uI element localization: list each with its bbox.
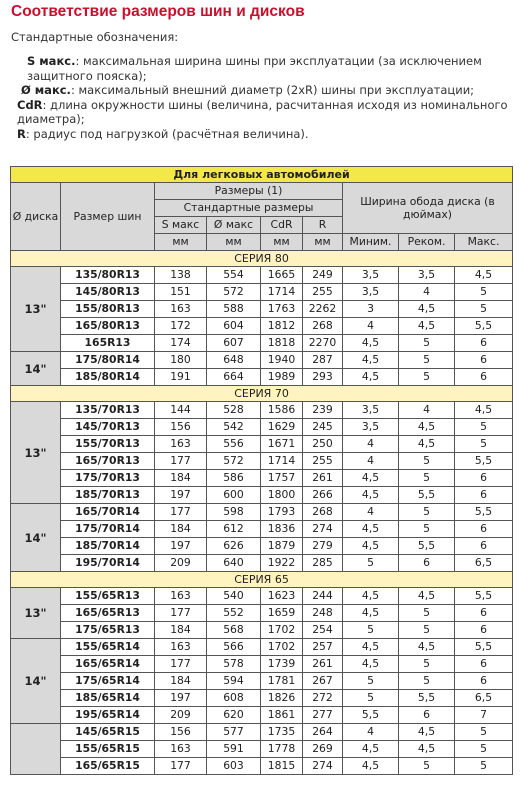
value-cell: 184	[155, 673, 207, 690]
value-cell: 594	[207, 673, 261, 690]
value-cell: 4,5	[343, 588, 399, 605]
header-s-max: S макс	[155, 217, 207, 234]
value-cell: 254	[303, 622, 343, 639]
table-row	[11, 369, 513, 386]
value-cell: 1778	[261, 741, 303, 758]
value-cell: 209	[155, 707, 207, 724]
value-cell: 3,5	[343, 402, 399, 419]
value-cell: 6,5	[455, 690, 513, 707]
value-cell: 7	[455, 707, 513, 724]
tire-size-cell: 175/65R14	[61, 673, 155, 690]
value-cell: 255	[303, 284, 343, 301]
value-cell: 1586	[261, 402, 303, 419]
value-cell: 664	[207, 369, 261, 386]
value-cell: 1757	[261, 470, 303, 487]
value-cell: 1665	[261, 267, 303, 284]
header-d-max: Ø макс	[207, 217, 261, 234]
tire-size-table	[10, 166, 513, 775]
value-cell: 5	[399, 470, 455, 487]
value-cell: 163	[155, 588, 207, 605]
value-cell: 604	[207, 318, 261, 335]
value-cell: 626	[207, 538, 261, 555]
value-cell: 177	[155, 605, 207, 622]
value-cell: 640	[207, 555, 261, 572]
value-cell: 608	[207, 690, 261, 707]
value-cell: 566	[207, 639, 261, 656]
value-cell: 248	[303, 605, 343, 622]
value-cell: 177	[155, 758, 207, 775]
value-cell: 268	[303, 504, 343, 521]
value-cell: 177	[155, 656, 207, 673]
tire-size-cell: 165/80R13	[61, 318, 155, 335]
rim-diameter-cell: 14"	[11, 639, 61, 724]
value-cell: 5,5	[455, 504, 513, 521]
definition-term: R	[17, 126, 26, 141]
definition-term: CdR	[17, 97, 43, 112]
value-cell: 4,5	[343, 639, 399, 656]
value-cell: 250	[303, 436, 343, 453]
value-cell: 1812	[261, 318, 303, 335]
value-cell: 3	[343, 301, 399, 318]
tire-size-cell: 155/80R13	[61, 301, 155, 318]
value-cell: 268	[303, 318, 343, 335]
tire-size-cell: 175/80R14	[61, 352, 155, 369]
value-cell: 572	[207, 284, 261, 301]
value-cell: 285	[303, 555, 343, 572]
value-cell: 5	[455, 301, 513, 318]
value-cell: 264	[303, 724, 343, 741]
value-cell: 5	[455, 419, 513, 436]
value-cell: 5	[399, 605, 455, 622]
table-row	[11, 436, 513, 453]
value-cell: 1629	[261, 419, 303, 436]
value-cell: 1815	[261, 758, 303, 775]
table-row	[11, 453, 513, 470]
value-cell: 197	[155, 690, 207, 707]
value-cell: 4,5	[399, 741, 455, 758]
value-cell: 4,5	[343, 758, 399, 775]
value-cell: 6	[455, 538, 513, 555]
header-r: R	[303, 217, 343, 234]
table-row	[11, 470, 513, 487]
value-cell: 600	[207, 487, 261, 504]
value-cell: 5	[455, 741, 513, 758]
value-cell: 5	[455, 436, 513, 453]
value-cell: 3,5	[343, 284, 399, 301]
definition-term: Ø макс.	[21, 83, 71, 97]
value-cell: 174	[155, 335, 207, 352]
value-cell: 197	[155, 538, 207, 555]
value-cell: 1781	[261, 673, 303, 690]
series-header: СЕРИЯ 65	[11, 572, 513, 588]
value-cell: 5	[399, 369, 455, 386]
value-cell: 277	[303, 707, 343, 724]
tire-size-cell: 145/80R13	[61, 284, 155, 301]
header-max: Макс.	[455, 234, 513, 251]
value-cell: 6	[455, 673, 513, 690]
table-row	[11, 690, 513, 707]
value-cell: 4,5	[399, 588, 455, 605]
table-row	[11, 335, 513, 352]
value-cell: 1836	[261, 521, 303, 538]
definition-cdr	[11, 98, 511, 127]
value-cell: 5,5	[343, 707, 399, 724]
value-cell: 620	[207, 707, 261, 724]
series-header: СЕРИЯ 80	[11, 251, 513, 267]
value-cell: 1879	[261, 538, 303, 555]
rim-diameter-cell: 13"	[11, 402, 61, 504]
value-cell: 172	[155, 318, 207, 335]
rim-diameter-cell	[11, 724, 61, 775]
rim-diameter-cell: 14"	[11, 352, 61, 386]
tire-size-cell: 165/70R14	[61, 504, 155, 521]
value-cell: 578	[207, 656, 261, 673]
tire-size-cell: 195/65R14	[61, 707, 155, 724]
value-cell: 5	[399, 622, 455, 639]
definition-text: : максимальный внешний диаметр (2xR) шины при эксплуатации;	[70, 83, 475, 97]
value-cell: 197	[155, 487, 207, 504]
value-cell: 5	[343, 673, 399, 690]
definition-text: : радиус под нагрузкой (расчётная величина).	[25, 126, 309, 141]
value-cell: 612	[207, 521, 261, 538]
definition-r	[11, 127, 511, 142]
definition-d-max	[11, 83, 511, 98]
value-cell: 591	[207, 741, 261, 758]
value-cell: 5	[343, 622, 399, 639]
value-cell: 598	[207, 504, 261, 521]
value-cell: 4	[399, 402, 455, 419]
table-row	[11, 267, 513, 284]
value-cell: 180	[155, 352, 207, 369]
definition-text: : длина окружности шины (величина, расчитанная исходя из номинального диаметра);	[17, 97, 508, 126]
value-cell: 255	[303, 453, 343, 470]
table-row	[11, 741, 513, 758]
value-cell: 144	[155, 402, 207, 419]
value-cell: 4,5	[399, 724, 455, 741]
value-cell: 156	[155, 419, 207, 436]
tire-size-cell: 185/65R14	[61, 690, 155, 707]
tire-size-cell: 155/65R14	[61, 639, 155, 656]
rim-diameter-cell: 13"	[11, 267, 61, 352]
value-cell: 4	[399, 284, 455, 301]
value-cell: 4	[343, 436, 399, 453]
value-cell: 257	[303, 639, 343, 656]
header-unit: мм	[207, 234, 261, 251]
value-cell: 244	[303, 588, 343, 605]
value-cell: 6	[455, 369, 513, 386]
value-cell: 266	[303, 487, 343, 504]
definition-text: : максимальная ширина шины при эксплуатации (за исключением защитного пояска);	[27, 54, 482, 83]
value-cell: 6	[455, 605, 513, 622]
value-cell: 5	[399, 521, 455, 538]
value-cell: 577	[207, 724, 261, 741]
value-cell: 163	[155, 301, 207, 318]
definitions-list	[11, 54, 511, 141]
value-cell: 554	[207, 267, 261, 284]
value-cell: 556	[207, 436, 261, 453]
value-cell: 572	[207, 453, 261, 470]
value-cell: 138	[155, 267, 207, 284]
value-cell: 586	[207, 470, 261, 487]
table-row	[11, 656, 513, 673]
value-cell: 4,5	[343, 487, 399, 504]
value-cell: 184	[155, 521, 207, 538]
value-cell: 4,5	[399, 419, 455, 436]
tire-size-cell: 135/80R13	[61, 267, 155, 284]
table-body	[11, 251, 513, 775]
value-cell: 1623	[261, 588, 303, 605]
value-cell: 1793	[261, 504, 303, 521]
value-cell: 177	[155, 504, 207, 521]
value-cell: 6	[455, 487, 513, 504]
value-cell: 5,5	[399, 538, 455, 555]
header-unit: мм	[303, 234, 343, 251]
value-cell: 1659	[261, 605, 303, 622]
value-cell: 209	[155, 555, 207, 572]
table-row	[11, 284, 513, 301]
value-cell: 542	[207, 419, 261, 436]
tire-size-cell: 165/70R13	[61, 453, 155, 470]
value-cell: 4	[343, 724, 399, 741]
tire-size-cell: 135/70R13	[61, 402, 155, 419]
value-cell: 568	[207, 622, 261, 639]
table-row	[11, 352, 513, 369]
value-cell: 540	[207, 588, 261, 605]
value-cell: 272	[303, 690, 343, 707]
tire-size-cell: 175/70R13	[61, 470, 155, 487]
header-standard-sizes: Стандартные размеры	[155, 200, 343, 217]
value-cell: 4,5	[343, 521, 399, 538]
value-cell: 4	[343, 504, 399, 521]
header-unit: мм	[155, 234, 207, 251]
tire-size-cell: 155/70R13	[61, 436, 155, 453]
value-cell: 1826	[261, 690, 303, 707]
page-title: Соответствие размеров шин и дисков	[11, 3, 305, 20]
rim-diameter-cell: 13"	[11, 588, 61, 639]
table-row	[11, 318, 513, 335]
value-cell: 163	[155, 639, 207, 656]
value-cell: 6	[455, 656, 513, 673]
table-row	[11, 487, 513, 504]
value-cell: 3,5	[399, 267, 455, 284]
value-cell: 293	[303, 369, 343, 386]
value-cell: 4,5	[455, 267, 513, 284]
value-cell: 239	[303, 402, 343, 419]
value-cell: 1940	[261, 352, 303, 369]
header-min: Миним.	[343, 234, 399, 251]
value-cell: 5	[455, 284, 513, 301]
value-cell: 4	[343, 318, 399, 335]
table-row	[11, 588, 513, 605]
value-cell: 1714	[261, 284, 303, 301]
value-cell: 5	[455, 724, 513, 741]
value-cell: 5,5	[399, 690, 455, 707]
value-cell: 1922	[261, 555, 303, 572]
value-cell: 5	[455, 758, 513, 775]
value-cell: 156	[155, 724, 207, 741]
value-cell: 1671	[261, 436, 303, 453]
header-sizes: Размеры (1)	[155, 183, 343, 200]
tire-size-cell: 185/70R13	[61, 487, 155, 504]
value-cell: 1739	[261, 656, 303, 673]
header-unit: мм	[261, 234, 303, 251]
value-cell: 4,5	[343, 741, 399, 758]
value-cell: 1818	[261, 335, 303, 352]
value-cell: 5	[399, 335, 455, 352]
table-row	[11, 555, 513, 572]
value-cell: 4,5	[343, 656, 399, 673]
value-cell: 607	[207, 335, 261, 352]
table-row	[11, 707, 513, 724]
value-cell: 274	[303, 758, 343, 775]
value-cell: 4,5	[399, 318, 455, 335]
value-cell: 6	[455, 622, 513, 639]
tire-size-cell: 165R13	[61, 335, 155, 352]
value-cell: 269	[303, 741, 343, 758]
value-cell: 191	[155, 369, 207, 386]
value-cell: 287	[303, 352, 343, 369]
value-cell: 163	[155, 436, 207, 453]
series-header: СЕРИЯ 70	[11, 386, 513, 402]
value-cell: 245	[303, 419, 343, 436]
value-cell: 2270	[303, 335, 343, 352]
value-cell: 4,5	[399, 639, 455, 656]
tire-size-cell: 145/65R15	[61, 724, 155, 741]
value-cell: 1702	[261, 639, 303, 656]
table-row	[11, 419, 513, 436]
tire-size-cell: 155/65R13	[61, 588, 155, 605]
rim-diameter-cell: 14"	[11, 504, 61, 572]
value-cell: 6	[399, 707, 455, 724]
value-cell: 151	[155, 284, 207, 301]
value-cell: 267	[303, 673, 343, 690]
table-row	[11, 673, 513, 690]
intro-text: Стандартные обозначения:	[11, 30, 179, 44]
value-cell: 1989	[261, 369, 303, 386]
value-cell: 5	[399, 504, 455, 521]
value-cell: 5,5	[399, 487, 455, 504]
value-cell: 5	[399, 656, 455, 673]
value-cell: 5	[343, 555, 399, 572]
header-tire-size: Размер шин	[61, 183, 155, 251]
value-cell: 1800	[261, 487, 303, 504]
value-cell: 528	[207, 402, 261, 419]
value-cell: 588	[207, 301, 261, 318]
table-row	[11, 639, 513, 656]
table-row	[11, 301, 513, 318]
value-cell: 4,5	[343, 352, 399, 369]
value-cell: 6,5	[455, 555, 513, 572]
table-row	[11, 724, 513, 741]
tire-size-cell: 185/80R14	[61, 369, 155, 386]
tire-size-cell: 145/70R13	[61, 419, 155, 436]
value-cell: 2262	[303, 301, 343, 318]
table-row	[11, 504, 513, 521]
tire-size-cell: 165/65R13	[61, 605, 155, 622]
tire-size-cell: 175/70R14	[61, 521, 155, 538]
value-cell: 6	[455, 470, 513, 487]
value-cell: 4,5	[343, 369, 399, 386]
value-cell: 5,5	[455, 453, 513, 470]
value-cell: 4,5	[343, 470, 399, 487]
value-cell: 4,5	[343, 538, 399, 555]
value-cell: 177	[155, 453, 207, 470]
value-cell: 1702	[261, 622, 303, 639]
value-cell: 603	[207, 758, 261, 775]
value-cell: 5	[399, 758, 455, 775]
value-cell: 184	[155, 622, 207, 639]
table-caption: Для легковых автомобилей	[11, 167, 513, 183]
value-cell: 4,5	[455, 402, 513, 419]
value-cell: 5	[399, 352, 455, 369]
value-cell: 184	[155, 470, 207, 487]
definition-s-max	[11, 54, 511, 83]
header-rim-width: Ширина обода диска (в дюймах)	[343, 183, 513, 234]
tire-size-cell: 195/70R14	[61, 555, 155, 572]
value-cell: 1735	[261, 724, 303, 741]
tire-size-cell: 185/70R14	[61, 538, 155, 555]
value-cell: 4,5	[399, 436, 455, 453]
value-cell: 6	[455, 521, 513, 538]
value-cell: 4,5	[343, 605, 399, 622]
table-row	[11, 402, 513, 419]
definition-term: S макс.	[27, 54, 76, 68]
value-cell: 249	[303, 267, 343, 284]
table-row	[11, 758, 513, 775]
tire-size-cell: 175/65R13	[61, 622, 155, 639]
tire-size-cell: 155/65R15	[61, 741, 155, 758]
header-cdr: CdR	[261, 217, 303, 234]
tire-size-cell: 165/65R14	[61, 656, 155, 673]
value-cell: 552	[207, 605, 261, 622]
tire-size-cell: 165/65R15	[61, 758, 155, 775]
table-row	[11, 622, 513, 639]
value-cell: 274	[303, 521, 343, 538]
value-cell: 5	[399, 673, 455, 690]
value-cell: 648	[207, 352, 261, 369]
value-cell: 5,5	[455, 639, 513, 656]
value-cell: 3,5	[343, 419, 399, 436]
value-cell: 261	[303, 470, 343, 487]
value-cell: 6	[455, 335, 513, 352]
header-rim: Ø диска	[11, 183, 61, 251]
value-cell: 1714	[261, 453, 303, 470]
table-row	[11, 521, 513, 538]
value-cell: 163	[155, 741, 207, 758]
table-row	[11, 538, 513, 555]
table-row	[11, 605, 513, 622]
header-rec: Реком.	[399, 234, 455, 251]
value-cell: 5	[343, 690, 399, 707]
value-cell: 279	[303, 538, 343, 555]
value-cell: 4	[343, 453, 399, 470]
value-cell: 4,5	[343, 335, 399, 352]
value-cell: 4,5	[399, 301, 455, 318]
value-cell: 6	[455, 352, 513, 369]
value-cell: 1861	[261, 707, 303, 724]
value-cell: 5,5	[455, 588, 513, 605]
value-cell: 1763	[261, 301, 303, 318]
value-cell: 5	[399, 453, 455, 470]
value-cell: 3,5	[343, 267, 399, 284]
value-cell: 5,5	[455, 318, 513, 335]
value-cell: 6	[399, 555, 455, 572]
value-cell: 261	[303, 656, 343, 673]
